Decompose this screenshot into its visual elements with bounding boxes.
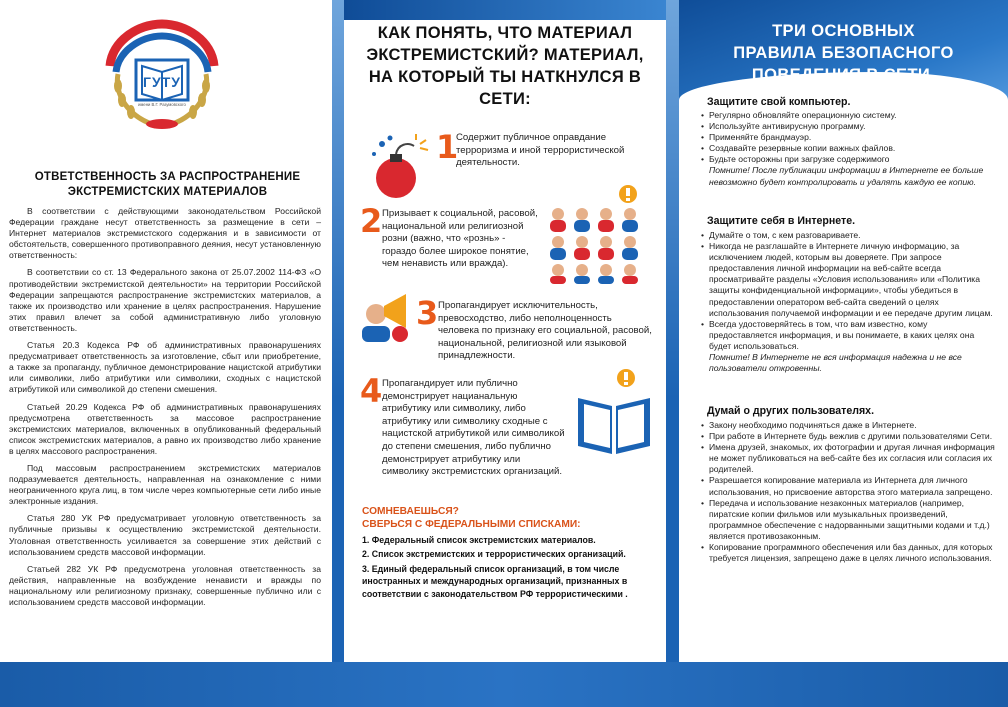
doubt-heading <box>362 506 652 531</box>
list-item: 3. Единый федеральный список организаций, в том числе иностранных и международных организаций, признанных в соответствии с законодательством РФ террористическими . <box>362 563 628 599</box>
doubt-line: СВЕРЬСЯ С ФЕДЕРАЛЬНЫМИ СПИСКАМИ: <box>362 518 581 530</box>
list-item: • Применяйте брандмауэр. <box>701 132 997 143</box>
top-stripe <box>344 0 666 20</box>
panel-recognize-extremism <box>344 0 666 662</box>
title-rest: В СЕТИ. <box>861 66 936 84</box>
note: Помните! После публикации информации в Интернете ее больше невозможно будет контролировать и удалять каждую ее копию. <box>709 165 984 187</box>
title-line: ПРАВИЛА БЕЗОПАСНОГО <box>733 44 954 62</box>
list-item: • При работе в Интернете будь вежлив с другими пользователями Сети. <box>701 431 997 442</box>
logo-acronym: ГУТУ <box>143 74 181 90</box>
doubt-line: СОМНЕВАЕШЬСЯ? <box>362 506 459 517</box>
bottom-band <box>0 662 1008 707</box>
item-text: Пропагандирует исключительность, превосходство, либо неполноценность человека по признаку его социальной, расовой, национальной, религиозной или языковой принадлежности. <box>438 300 652 362</box>
list-item: • Никогда не разглашайте в Интернете личную информацию, за исключением людей, которым вы доверяете. При запросе предоставления личной информации на веб-сайте всегда просматривайте разделы «Условия использования» или «Политика защиты конфиденциальной информации», чтобы убедиться в предоставлении оператором веб-сайта сведений о целях использования получаемой информации и ее передаче другим лицам. <box>701 241 997 319</box>
logo-caption: имени В.Г. Разумовского <box>138 102 186 107</box>
paragraph: Статья 280 УК РФ предусматривает уголовную ответственность за публичные призывы к осуществлению экстремистской деятельности. Уголовная ответственность усиливается за совершение этих действий с использованием средств массовой информации. <box>9 513 321 557</box>
list-item: • Передача и использование незаконных материалов (например, пиратские копии фильмов или музыкальных произведений, программное обеспечение с надорванными защитными кодами и т.д.) является противозаконным. <box>701 498 997 542</box>
item-number: 3 <box>416 294 439 332</box>
paragraph: Статьей 20.29 Кодекса РФ об административных правонарушениях предусмотрена ответственность за массовое распространение экстремистских материалов, включенных в опубликованный федеральный список экстремистских материалов, а равно их производство либо хранение в целях массового распространения. <box>9 401 321 456</box>
speaker-megaphone-icon <box>354 288 414 348</box>
list-item: • Копирование программного обеспечения или баз данных, для которых требуется лицензия, запрещено даже в целях личного использования. <box>701 542 997 564</box>
list-item: • Всегда удостоверяйтесь в том, что вам известно, кому предоставляется информация, и вы понимаете, в каких целях она будет использоваться. <box>701 319 997 352</box>
title-line: ТРИ ОСНОВНЫХ <box>772 22 915 40</box>
fold-gap-right <box>666 0 679 662</box>
paragraph: Под массовым распространением экстремистских материалов подразумевается деятельность, направленная на ознакомление с ними неограниченного круга лиц, в том числе через компьютерные сети либо иные электронные издания. <box>9 462 321 507</box>
people-group-icon <box>544 184 644 284</box>
list-item: 1. Федеральный список экстремистских материалов. <box>362 535 596 545</box>
federal-lists <box>362 534 654 602</box>
title-line <box>679 64 1008 86</box>
list-item: • Создавайте резервные копии важных файлов. <box>701 143 997 154</box>
list-item: • Имена друзей, знакомых, их фотографии и другая личная информация не может публиковаться на веб-сайте без их согласия или согласия их родителей. <box>701 442 997 475</box>
item-text: Пропагандирует или публично демонстрирует нацианальную атрибутику или символику, либо атрибутику или символику сходные с нацистской атрибутикой или символикой до степени смешения, либо публично демонстрирует атрибутику или символику экстремистских организаций. <box>382 378 565 478</box>
panel2-title: КАК ПОНЯТЬ, ЧТО МАТЕРИАЛ ЭКСТРЕМИСТСКИЙ? МАТЕРИАЛ, НА КОТОРЫЙ ТЫ НАТКНУЛСЯ В СЕТИ: <box>366 24 644 108</box>
section-list <box>701 420 997 564</box>
paragraph: Статья 20.3 Кодекса РФ об административных правонарушениях предусматривает ответственность за изготовление, сбыт или приобретение, а также за пропаганду, публичное демонстрирование нацистской атрибутики или символики, либо атрибутики или символики, сходных с нацистской атрибутикой или символикой до степени смешения. <box>9 340 321 395</box>
book-icon <box>574 368 654 458</box>
panel-safety-rules <box>679 0 1008 662</box>
paragraph: Статьей 282 УК РФ предусмотрена уголовная ответственность за действия, направленные на возбуждение ненависти и вражды по национальному или религиозному признаку, совершенные публично или с использованием средств массовой информации. <box>9 563 321 607</box>
item-text: Содержит публичное оправдание терроризма и иной террористической деятельности. <box>456 132 625 169</box>
list-item: • Думайте о том, с кем разговариваете. <box>701 230 997 241</box>
item-number: 1 <box>436 128 459 166</box>
list-item: 2. Список экстремистских и террористических организаций. <box>362 549 626 560</box>
panel3-title <box>679 20 1008 86</box>
list-item: • Используйте антивирусную программу. <box>701 121 997 132</box>
paragraph: В соответствии с действующими законодательством Российской Федерации граждане несут ответственность за размещение в сети – Интернет материалов экстремистского содержания и в зависимости от обстоятельств, совершенного противоправного деяния, несут установленную ответственность: <box>9 206 321 261</box>
fold-gap-left <box>332 0 344 662</box>
list-item: • Разрешается копирование материала из Интернета для личного использования, но присвоение авторства этого материала запрещено. <box>701 475 997 497</box>
section-heading: Защитите свой компьютер. <box>707 96 851 108</box>
section-list <box>701 110 997 188</box>
item-text: Призывает к социальной, расовой, национальной или религиозной розни (важно, что «рознь» - гораздо более широкое понятие, чем ненависть или вражда). <box>382 208 538 270</box>
panel-responsibility <box>0 0 332 662</box>
title-underlined: ПОВЕДЕНИЯ <box>751 66 862 84</box>
university-logo <box>98 16 226 134</box>
list-item: • Регулярно обновляйте операционную систему. <box>701 110 997 121</box>
bomb-icon <box>362 132 434 204</box>
paragraph: В соответствии со ст. 13 Федерального закона от 25.07.2002 114-ФЗ «О противодействии экстремистской деятельности» на территории Российской Федерации запрещаются распространение экстремистских материалов, а также их производство или хранение в целях распространения. Нарушение этих правил влечет за собой административную либо уголовную ответственность. <box>9 267 321 333</box>
item-number: 2 <box>360 202 383 240</box>
list-item: • Закону необходимо подчиняться даже в Интернете. <box>701 420 997 431</box>
section-heading: Защитите себя в Интернете. <box>707 215 856 227</box>
item-number: 4 <box>360 372 383 410</box>
note: Помните! В Интернете не вся информация надежна и не все пользователи откровенны. <box>709 352 962 374</box>
section-heading: Думай о других пользователях. <box>707 405 875 417</box>
section-list <box>701 230 997 374</box>
list-item: • Будьте осторожны при загрузке содержимого <box>701 154 997 165</box>
panel1-title: ОТВЕТСТВЕННОСТЬ ЗА РАСПРОСТРАНЕНИЕ ЭКСТРЕМИСТСКИХ МАТЕРИАЛОВ <box>34 171 301 198</box>
panel1-body <box>9 206 321 614</box>
